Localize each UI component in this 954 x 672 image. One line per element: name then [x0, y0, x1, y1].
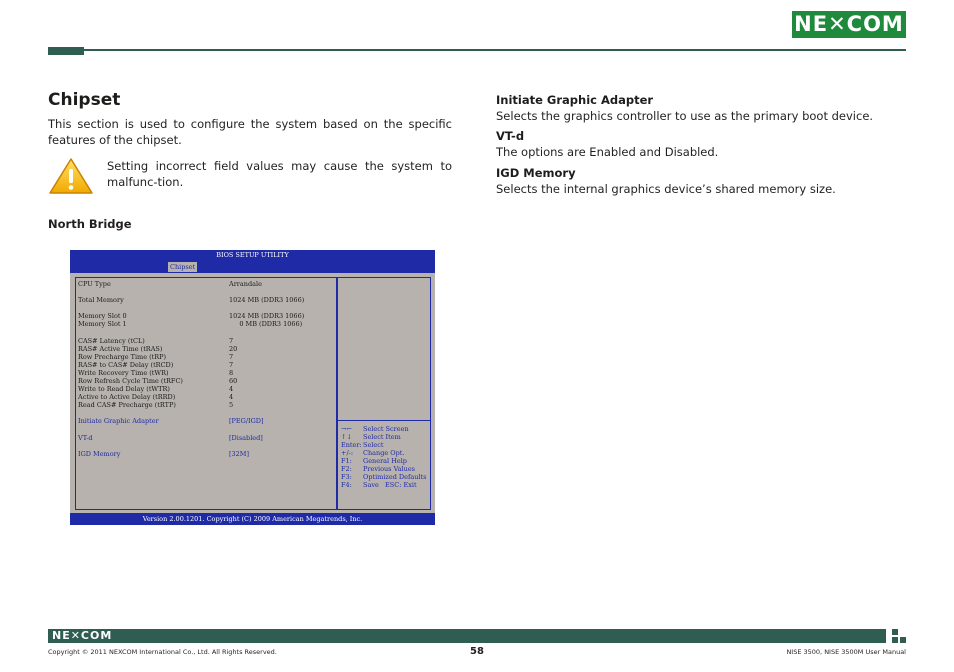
bios-key: F1:	[341, 457, 352, 465]
bios-row-value: 7	[229, 353, 234, 361]
north-bridge-heading: North Bridge	[48, 217, 132, 231]
intro-paragraph: This section is used to configure the system based on the specific features of the chipset.	[48, 117, 452, 147]
bios-key: F4:	[341, 481, 352, 489]
bios-row-value: 20	[229, 345, 238, 353]
bios-key: ↑↓	[341, 433, 352, 441]
bios-row-value: 1024 MB (DDR3 1066)	[229, 312, 305, 320]
initiate-graphic-adapter-heading: Initiate Graphic Adapter	[496, 93, 654, 107]
bios-row-value: 5	[229, 401, 234, 409]
bios-key: +/-:	[341, 449, 354, 457]
footer-nexcom-logo: NE✕COM	[52, 629, 113, 642]
bios-row-label: Read CAS# Precharge (tRTP)	[78, 401, 176, 409]
bios-key-desc: Optimized Defaults	[363, 473, 427, 481]
bios-title-bar: BIOS SETUP UTILITY	[70, 250, 435, 261]
bios-row-label: Memory Slot 0	[78, 312, 127, 320]
bios-key: F2:	[341, 465, 352, 473]
igd-memory-heading: IGD Memory	[496, 166, 576, 180]
bios-option-value[interactable]: [32M]	[229, 450, 249, 458]
bios-option-initiate-graphic-adapter[interactable]: Initiate Graphic Adapter	[78, 417, 159, 425]
bios-key-desc: Select Item	[363, 433, 401, 441]
footer-corner-mark	[892, 637, 898, 643]
bios-key-desc: Save ESC: Exit	[363, 481, 417, 489]
vt-d-text: The options are Enabled and Disabled.	[496, 145, 719, 159]
bios-tab-bar	[70, 261, 435, 273]
bios-option-igd-memory[interactable]: IGD Memory	[78, 450, 121, 458]
bios-row-label: Write to Read Delay (tWTR)	[78, 385, 170, 393]
igd-memory-text: Selects the internal graphics device’s shared memory size.	[496, 182, 836, 196]
bios-help-panel	[337, 277, 431, 421]
bios-key: →←	[341, 425, 352, 433]
bios-row-label: Active to Active Delay (tRRD)	[78, 393, 176, 401]
header-tab-marker	[48, 47, 84, 55]
bios-key-desc: Select Screen	[363, 425, 409, 433]
footer-copyright: Copyright © 2011 NEXCOM International Co., Ltd. All Rights Reserved.	[48, 648, 277, 656]
footer-manual-title: NISE 3500, NISE 3500M User Manual	[786, 648, 906, 656]
bios-row-value: Arrandale	[229, 280, 262, 288]
bios-key-desc: Change Opt.	[363, 449, 405, 457]
bios-row-label: Row Refresh Cycle Time (tRFC)	[78, 377, 183, 385]
bios-row-label: Total Memory	[78, 296, 124, 304]
bios-row-value: 1024 MB (DDR3 1066)	[229, 296, 305, 304]
bios-row-label: Memory Slot 1	[78, 320, 127, 328]
nexcom-logo: NE✕COM	[792, 11, 906, 38]
bios-row-label: CAS# Latency (tCL)	[78, 337, 145, 345]
page-title: Chipset	[48, 90, 121, 110]
bios-row-label: RAS# to CAS# Delay (tRCD)	[78, 361, 174, 369]
initiate-graphic-adapter-text: Selects the graphics controller to use as the primary boot device.	[496, 109, 874, 123]
footer-corner-mark	[892, 629, 898, 635]
bios-key: F3:	[341, 473, 352, 481]
warning-triangle-icon	[48, 157, 94, 195]
bios-row-label: RAS# Active Time (tRAS)	[78, 345, 163, 353]
bios-row-value: 4	[229, 393, 234, 401]
bios-screenshot	[70, 250, 435, 525]
bios-row-value: 0 MB (DDR3 1066)	[229, 320, 303, 328]
bios-option-value[interactable]: [PEG/IGD]	[229, 417, 264, 425]
warning-text: Setting incorrect field values may cause the system to malfunc-tion.	[107, 159, 452, 189]
vt-d-heading: VT-d	[496, 129, 525, 143]
bios-row-value: 7	[229, 361, 234, 369]
bios-row-value: 60	[229, 377, 238, 385]
bios-row-label: Row Precharge Time (tRP)	[78, 353, 167, 361]
bios-key: Enter:	[341, 441, 362, 449]
bios-option-vt-d[interactable]: VT-d	[78, 434, 93, 442]
bios-row-label: CPU Type	[78, 280, 111, 288]
bios-row-label: Write Recovery Time (tWR)	[78, 369, 169, 377]
bios-key-desc: General Help	[363, 457, 407, 465]
header-rule	[48, 49, 906, 51]
footer-corner-mark	[900, 637, 906, 643]
footer-bar	[48, 629, 886, 643]
page-number: 58	[470, 646, 484, 657]
bios-row-value: 8	[229, 369, 234, 377]
bios-option-value[interactable]: [Disabled]	[229, 434, 263, 442]
bios-key-desc: Select	[363, 441, 384, 449]
bios-tab-chipset[interactable]: Chipset	[170, 263, 196, 271]
bios-key-desc: Previous Values	[363, 465, 415, 473]
bios-row-value: 7	[229, 337, 234, 345]
bios-footer: Version 2.00.1201. Copyright (C) 2009 American Megatrends, Inc.	[70, 513, 435, 525]
bios-row-value: 4	[229, 385, 234, 393]
